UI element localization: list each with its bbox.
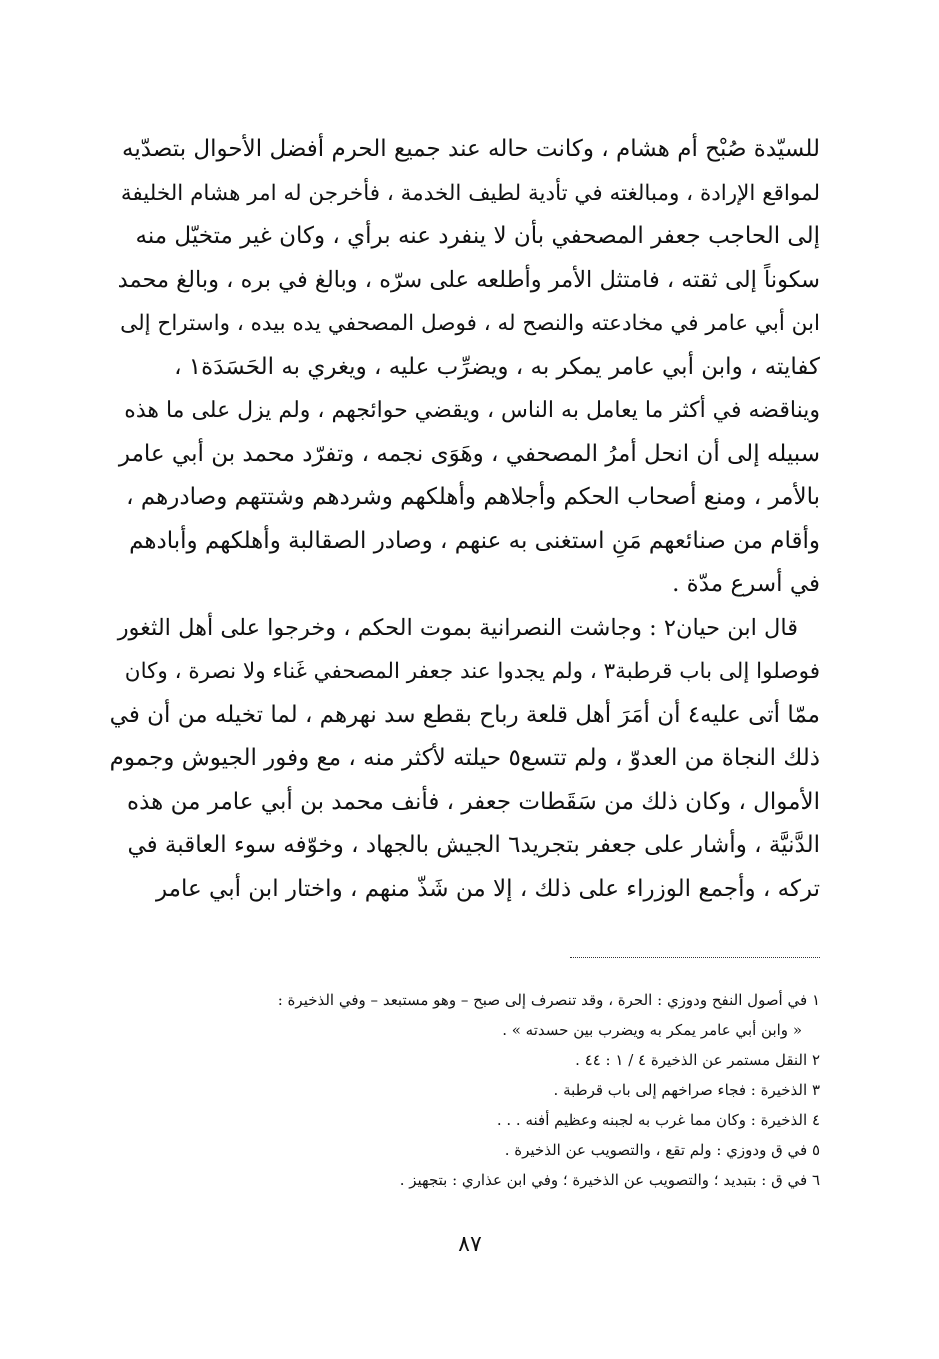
footnote: ٣ الذخيرة : فجاء صراخهم إلى باب قرطبة .	[553, 1081, 820, 1099]
footnotes	[250, 985, 820, 1195]
footnote: ٦ في ق : بتبديد ؛ والتصويب عن الذخيرة ؛ وفي ابن عذاري : بتجهيز .	[399, 1171, 820, 1189]
text-line: سكوناً إلى ثقته ، فامتثل الأمر وأطلعه على سرّه ، وبالغ في بره ، وبالغ محمد	[117, 266, 820, 293]
footnote-continuation: « وابن أبي عامر يمكر به ويضرب بين حسدته » .	[502, 1021, 802, 1039]
footnote: ٥ في ق ودوزي : ولم تقع ، والتصويب عن الذخيرة .	[504, 1141, 820, 1159]
text-line: فوصلوا إلى باب قرطبة٣ ، ولم يجدوا عند جعفر المصحفي غَناء ولا نصرة ، وكان	[124, 659, 820, 684]
text-line: لمواقع الإرادة ، ومبالغته في تأدية لطيف الخدمة ، فأخرجن له امر هشام الخليفة	[120, 180, 820, 206]
page-number: ٨٧	[458, 1232, 482, 1257]
text-line: ويناقضه في أكثر ما يعامل به الناس ، ويقضي حوائجهم ، ولم يزل على ما هذه	[124, 398, 820, 423]
text-line: ممّا أتى عليه٤ أن أمَرَ أهل قلعة رباح بقطع سد نهرهم ، لما تخيله من أن في	[109, 701, 820, 728]
text-line: بالأمر ، ومنع أصحاب الحكم وأجلاهم وأهلكهم وشردهم وشتتهم وصادرهم ،	[126, 484, 820, 510]
text-line: سبيله إلى أن انحل أمرُ المصحفي ، وهَوَى نجمه ، وتفرّد محمد بن أبي عامر	[118, 440, 820, 467]
text-line: في أسرع مدّة .	[672, 571, 820, 597]
footnote: ٤ الذخيرة : وكان مما غرب به لجبنه وعظيم أفنه . . .	[496, 1111, 820, 1129]
text-line: للسيّدة صُبْح أم هشام ، وكانت حاله عند جميع الحرم أفضل الأحوال بتصدّيه	[122, 136, 820, 162]
text-line: كفايته ، وابن أبي عامر يمكر به ، ويضرِّب عليه ، ويغري به الحَسَدَة١ ،	[174, 353, 820, 380]
main-text	[110, 128, 820, 911]
text-line: الأموال ، وكان ذلك من سَقَطات جعفر ، فأنف محمد بن أبي عامر من هذه	[127, 788, 820, 815]
text-line: ذلك النجاة من العدوّ ، ولم تتسع٥ حيلته لأكثر منه ، مع وفور الجيوش وجموم	[109, 745, 820, 771]
text-line: الدَّنيَّة ، وأشار على جعفر بتجريد٦ الجيش بالجهاد ، وخوّفه سوء العاقبة في	[127, 832, 820, 858]
footnote: ١ في أصول النفح ودوزي : الحرة ، وقد تنصرف إلى صبح – وهو مستبعد – وفي الذخيرة :	[277, 991, 820, 1009]
text-line: قال ابن حيان٢ : وجاشت النصرانية بموت الحكم ، وخرجوا على أهل الثغور	[117, 614, 798, 641]
footnote: ٢ النقل مستمر عن الذخيرة ٤ / ١ : ٤٤ .	[575, 1051, 820, 1069]
text-line: وأقام من صنائعهم مَنِ استغنى به عنهم ، وصادر الصقالبة وأهلكهم وأبادهم	[129, 527, 820, 554]
text-line: ابن أبي عامر في مخادعته والنصح له ، فوصل المصحفي يده بيده ، واستراح إلى	[120, 311, 820, 336]
text-line: إلى الحاجب جعفر المصحفي بأن لا ينفرد عنه برأي ، وكان غير متخيّل منه	[135, 223, 820, 249]
footnote-separator	[570, 957, 820, 958]
text-line: تركه ، وأجمع الوزراء على ذلك ، إلا من شَذّ منهم ، واختار ابن أبي عامر	[155, 875, 820, 902]
